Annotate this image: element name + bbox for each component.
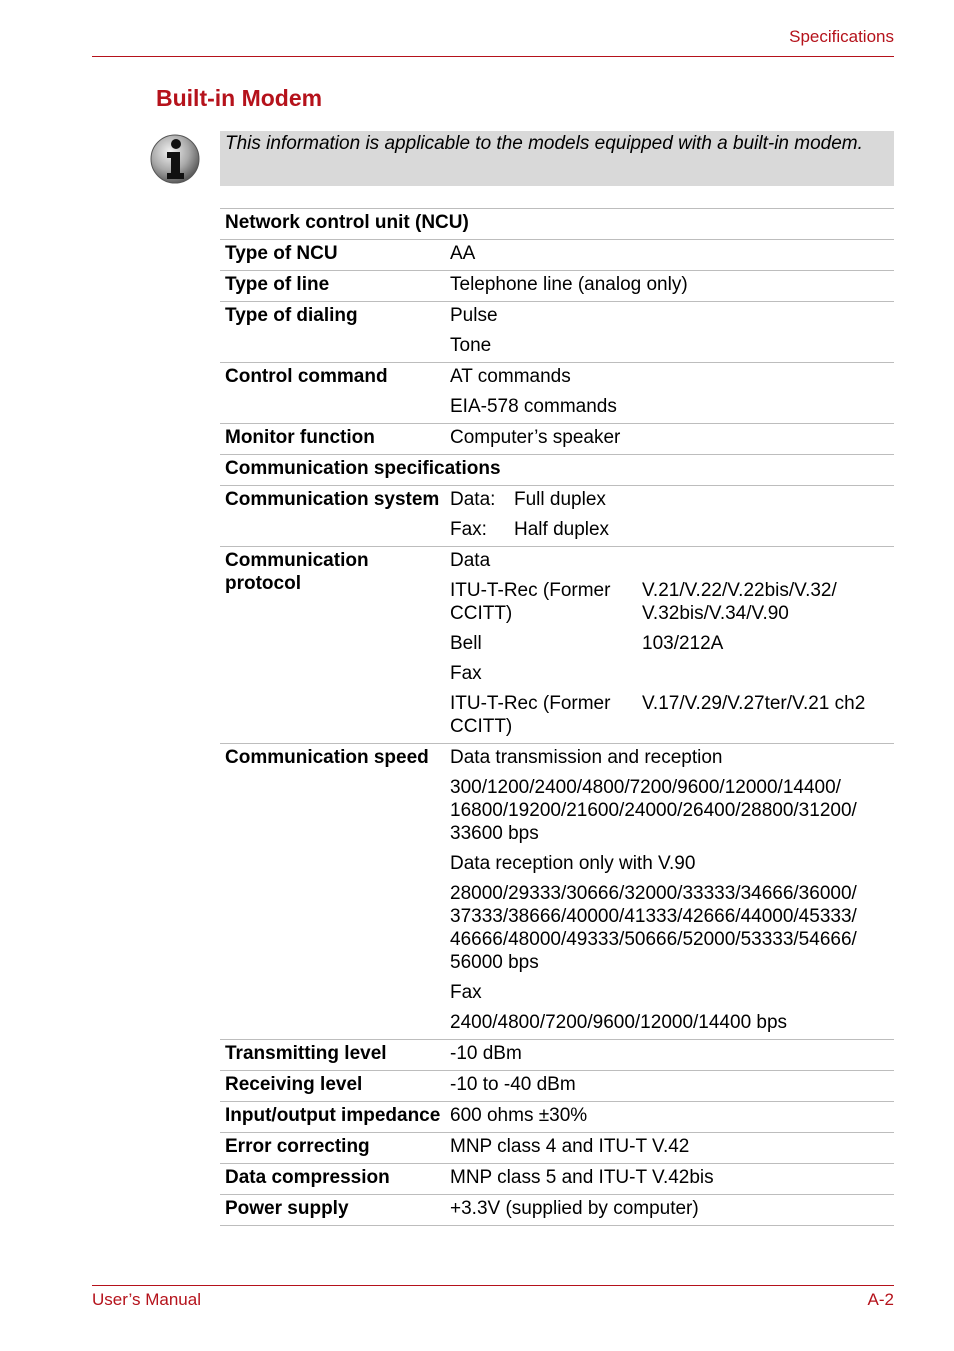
value-line: Fax <box>450 663 482 684</box>
table-row <box>220 302 894 363</box>
spec-value: +3.3V (supplied by computer) <box>445 1195 894 1226</box>
table-row <box>220 455 894 486</box>
spec-value: MNP class 4 and ITU-T V.42 <box>445 1133 894 1164</box>
spec-label: Type of dialing <box>220 302 445 363</box>
value-line: 2400/4800/7200/9600/12000/14400 bps <box>450 1012 788 1033</box>
sub-key: ITU-T-Rec (Former CCITT) <box>450 693 611 737</box>
info-icon <box>149 133 201 185</box>
table-row <box>220 1164 894 1195</box>
footer-rule <box>92 1285 894 1286</box>
value-line: 300/1200/2400/4800/7200/9600/12000/14400/ 16800/19200/21600/24000/26400/28800/31200/ 33600 bps <box>450 777 857 844</box>
table-row <box>220 1102 894 1133</box>
table-row <box>220 547 894 744</box>
table-row <box>220 240 894 271</box>
spec-label: Type of NCU <box>220 240 445 271</box>
sub-row <box>450 518 894 541</box>
spec-label: Control command <box>220 363 445 424</box>
spec-value <box>445 363 894 424</box>
spec-value: Computer’s speaker <box>445 424 894 455</box>
header-rule <box>92 56 894 57</box>
sub-key: ITU-T-Rec (Former CCITT) <box>450 580 611 624</box>
page-number: A-2 <box>867 1290 894 1309</box>
table-row <box>220 271 894 302</box>
table-row <box>220 1040 894 1071</box>
spec-label: Error correcting <box>220 1133 445 1164</box>
sub-row <box>450 692 894 738</box>
spec-value <box>445 547 894 744</box>
spec-value: -10 dBm <box>445 1040 894 1071</box>
spec-label: Monitor function <box>220 424 445 455</box>
sub-value: Full duplex <box>514 489 606 510</box>
spec-value <box>445 744 894 1040</box>
sub-value: 103/212A <box>642 633 724 654</box>
spec-value <box>445 302 894 363</box>
table-row <box>220 209 894 240</box>
sub-row <box>450 579 894 625</box>
spec-value: 600 ohms ±30% <box>445 1102 894 1133</box>
table-row <box>220 1195 894 1226</box>
value-line: Fax <box>450 982 482 1003</box>
sub-key: Data: <box>450 489 496 510</box>
value-line: Data reception only with V.90 <box>450 853 696 874</box>
value-line: EIA-578 commands <box>450 396 617 417</box>
spec-value <box>445 486 894 547</box>
modem-spec-table <box>220 208 894 1226</box>
sub-value: V.17/V.29/V.27ter/V.21 ch2 <box>642 693 866 714</box>
spec-value: AA <box>445 240 894 271</box>
value-line: 28000/29333/30666/32000/33333/34666/36000/ 37333/38666/40000/41333/42666/44000/45333/ 46666/48000/49333/50666/52000/53333/54666/ 56000 bps <box>450 883 857 973</box>
spec-label: Communication speed <box>220 744 445 1040</box>
table-row <box>220 424 894 455</box>
spec-label: Transmitting level <box>220 1040 445 1071</box>
spec-label: Type of line <box>220 271 445 302</box>
spec-label: Receiving level <box>220 1071 445 1102</box>
section-title: Built-in Modem <box>156 85 323 111</box>
comm-heading: Communication specifications <box>220 455 894 486</box>
table-row <box>220 744 894 1040</box>
sub-key: Fax: <box>450 519 487 540</box>
table-row <box>220 363 894 424</box>
table-row <box>220 1071 894 1102</box>
sub-value: V.21/V.22/V.22bis/V.32/ V.32bis/V.34/V.90 <box>642 580 837 624</box>
ncu-heading: Network control unit (NCU) <box>220 209 894 240</box>
footer-manual-title: User’s Manual <box>92 1290 201 1309</box>
running-header: Specifications <box>789 27 894 46</box>
value-line: Tone <box>450 335 492 356</box>
spec-label: Communication system <box>220 486 445 547</box>
value-line: Data transmission and reception <box>450 747 723 768</box>
sub-key: Bell <box>450 633 482 654</box>
value-line: Data <box>450 550 491 571</box>
sub-row <box>450 488 894 511</box>
value-line: AT commands <box>450 366 571 387</box>
spec-value: -10 to -40 dBm <box>445 1071 894 1102</box>
value-line: Pulse <box>450 305 498 326</box>
sub-row <box>450 632 894 655</box>
table-row <box>220 486 894 547</box>
spec-value: MNP class 5 and ITU-T V.42bis <box>445 1164 894 1195</box>
spec-label: Data compression <box>220 1164 445 1195</box>
sub-value: Half duplex <box>514 519 610 540</box>
table-row <box>220 1133 894 1164</box>
spec-value: Telephone line (analog only) <box>445 271 894 302</box>
spec-label: Input/output impedance <box>220 1102 445 1133</box>
spec-label: Power supply <box>220 1195 445 1226</box>
spec-label: Communication protocol <box>220 547 445 744</box>
info-note: This information is applicable to the models equipped with a built-in modem. <box>220 131 894 186</box>
